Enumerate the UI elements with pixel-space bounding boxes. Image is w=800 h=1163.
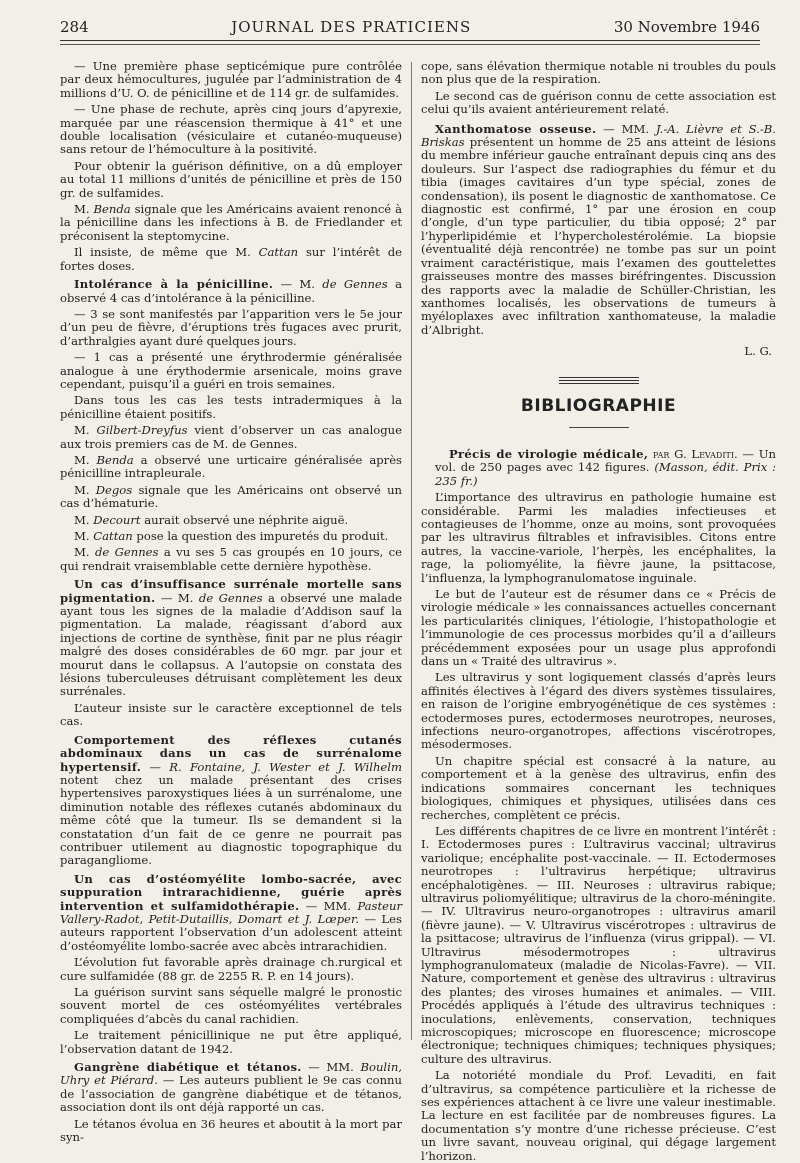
running-header bbox=[60, 18, 760, 40]
paragraph: M. Benda signale que les Américains avaient renoncé à la pénicilline dans les infections à B. de Friedlander et préconisent la steptomycine. bbox=[60, 202, 402, 243]
paragraph: Il insiste, de même que M. Cattan sur l’intérêt de fortes doses. bbox=[60, 245, 403, 273]
paragraph: Le traitement pénicillinique ne put être appliqué, l’observation datant de 1942. bbox=[60, 1028, 402, 1056]
author-name: Boulin, Uhry et Piérard. bbox=[60, 1060, 402, 1088]
paragraph: L’évolution fut favorable après drainage ch.rurgical et cure sulfamidée (88 gr. de 2255 R. P. en 14 jours). bbox=[60, 955, 402, 983]
paragraph: M. Decourt aurait observé une néphrite aiguë. bbox=[74, 512, 349, 527]
paragraph: Le second cas de guérison connu de cette association est celui qu’ils avaient antérieurement relaté. bbox=[421, 88, 776, 117]
author-name: de Gennes bbox=[198, 590, 263, 605]
author-name: Benda bbox=[96, 452, 134, 467]
paragraph: M. de Gennes a vu ses 5 cas groupés en 10 jours, ce qui rendrait vraisemblable cette dernière hypothèse. bbox=[60, 545, 402, 573]
bibliography-rule bbox=[569, 427, 629, 428]
author-name: Gilbert-Dreyfus bbox=[96, 423, 188, 438]
author-name: de Gennes bbox=[322, 277, 388, 292]
paragraph: Pour obtenir la guérison définitive, on a dû employer au total 11 millions d’unités de pénicilline et près de 150 gr. de sulfamides. bbox=[60, 158, 402, 200]
book-publisher: (Masson, édit. Prix : 235 fr.) bbox=[435, 460, 777, 488]
ornament-rule bbox=[559, 377, 639, 384]
book-title: Précis de virologie médicale, bbox=[449, 446, 649, 461]
section-heading: Intolérance à la pénicilline. bbox=[74, 277, 274, 292]
paragraph: M. Benda a observé une urticaire généralisée après pénicilline intrapleurale. bbox=[60, 452, 403, 481]
paragraph: — 3 se sont manifestés par l’apparition vers le 5e jour d’un peu de fièvre, d’éruptions très fugaces avec prurit, d’arthralgies ayant duré quelques jours. bbox=[60, 306, 402, 348]
author-name: de Gennes bbox=[94, 545, 159, 560]
header-rule-thin bbox=[60, 44, 760, 45]
section-paragraph: Comportement des réflexes cutanés abdominaux dans un cas de surrénalome hypertensif. — R. Fontaine, J. Wester et J. Wilhelm notent chez un malade présentant des crises hypertensives paroxystiques liées à un surrénalome, une diminution notable des réflexes cutanés abdominaux du même côté que la tumeur. Ils se demandent si la constatation d’un fait de ce genre ne pourrait pas contribuer utilement au diagnostic topographique du paragangliome. bbox=[60, 732, 402, 868]
author-name: Degos bbox=[95, 482, 133, 497]
section-heading: Un cas d’ostéomyélite lombo-sacrée, avec suppuration intrarachidienne, guérie après intervention et sulfamidothérapie. bbox=[60, 871, 402, 913]
column-divider bbox=[411, 62, 412, 1040]
section-heading: Xanthomatose osseuse. bbox=[435, 121, 597, 136]
paragraph: L’auteur insiste sur le caractère exceptionnel de tels cas. bbox=[60, 700, 402, 729]
paragraph: Le tétanos évolua en 36 heures et aboutit à la mort par syn- bbox=[60, 1116, 402, 1145]
section-paragraph: Xanthomatose osseuse. — MM. J.-A. Lièvre et S.-B. Briskas présentent un homme de 25 ans atteint de lésions du membre inférieur gauche entraînant depuis cinq ans des douleurs. Sur l’aspect dse radiographies du fémur et du tibia (images cavitaires d’un type spécial, zones de condensation), ils posent le diagnostic de xanthomatose. Ce diagnostic est confirmé, 1° par une érosion en coup d’ongle, d’un type particulier, du tibia opposé; 2° par l’hyperlipidémie et l’hypercholestérolémie. La biopsie (éventualité déjà rencontrée) ne tombe pas sur un point vraiment caractéristique, mais l’examen des gouttelettes graisseuses montre des masses biréfringentes. Discussion des rapports avec la maladie de Schüller-Christian, les xanthomes localisés, les observations de tumeurs à myéloplaxes avec infiltration xanthomateuse, la maladie d’Albright. bbox=[421, 121, 777, 337]
section-paragraph: Un cas d’insuffisance surrénale mortelle sans pigmentation. — M. de Gennes a observé une malade ayant tous les signes de la maladie d’Addison sauf la pigmentation. La malade, réagissant d’abord aux injections de cortine de synthèse, finit par ne plus réagir malgré des doses considérables de 60 mgr. par jour et mourut dans le collapsus. A l’autopsie on constata des lésions tuberculeuses détruisant complètement les deux surrénales. bbox=[60, 577, 403, 699]
book-author: par G. Levaditi. bbox=[652, 446, 738, 461]
paragraph: Dans tous les cas les tests intradermiques à la pénicilline étaient positifs. bbox=[60, 393, 402, 421]
section-paragraph: Intolérance à la pénicilline. — M. de Gennes a observé 4 cas d’intolérance à la pénicilline. bbox=[60, 277, 402, 305]
paragraph: L’importance des ultravirus en pathologie humaine est considérable. Parmi les maladies infectieuses et contagieuses de l’homme, onze au moins, sont provoquées par les ultravirus filtrables et infravisibles. Citons entre autres, la vaccine-variole, l’herpès, les encéphalites, la rage, la poliomyélite, la fièvre jaune, la psittacose, l’influenza, la lymphogranulomatose inguinale. bbox=[421, 490, 776, 585]
paragraph: Les différents chapitres de ce livre en montrent l’intérêt : I. Ectodermoses pures : L’ultravirus vaccinal; ultravirus variolique; encéphalite post-vaccinale. — II. Ectodermoses neurotropes : l’ultravirus herpétique; ultravirus encéphalotigènes. — III. Neuroses : ultravirus rabique; ultravirus poliomyélitique; ultravirus de la choro-méningite. — IV. Ultravirus neuro-organotropes : ultravirus amaril (fièvre jaune). — V. Ultravirus viscérotropes : ultravirus de la psittacose; ultravirus de l’influenza (virus grippal). — VI. Ultravirus mésodermotropes : ultravirus lymphogranulomateux (maladie de Nicolas-Favre). — VII. Nature, comportement et genèse des ultravirus : ultravirus des plantes; des viroses humaines et animales. — VIII. Procédés appliqués à l’étude des ultravirus techniques : inoculations, enlèvements, conservation, techniques microscopiques; microscope en fluorescence; microscope électronique; techniques chimiques; techniques physiques; culture des ultravirus. bbox=[421, 823, 776, 1066]
journal-title: JOURNAL DES PRATICIENS bbox=[231, 18, 472, 36]
author-name: J.-A. Lièvre et S.-B. Briskas bbox=[421, 121, 776, 150]
section-paragraph: Gangrène diabétique et tétanos. — MM. Boulin, Uhry et Piérard. — Les auteurs publient le 9e cas connu de l’association de gangrène diabétique et de tétanos, association dont ils ont déjà rapporté un cas. bbox=[60, 1060, 402, 1115]
paragraph: cope, sans élévation thermique notable ni troubles du pouls non plus que de la respiration. bbox=[421, 59, 776, 87]
paragraph: — Une première phase septicémique pure contrôlée par deux hémocultures, jugulée par l’administration de 4 millions d’U. O. de pénicilline et de 114 gr. de sulfamides. bbox=[60, 59, 402, 100]
paragraph: — Une phase de rechute, après cinq jours d’apyrexie, marquée par une réascension thermique à 41° et une double localisation (vésiculaire et cutanéo-muqueuse) sans retour de l’hémoculture à la positivité. bbox=[60, 102, 402, 157]
book-reference: Précis de virologie médicale, par G. Levaditi. — Un vol. de 250 pages avec 142 figures. (Masson, édit. Prix : 235 fr.) bbox=[435, 446, 777, 488]
author-name: Cattan bbox=[258, 245, 299, 260]
section-paragraph: Un cas d’ostéomyélite lombo-sacrée, avec suppuration intrarachidienne, guérie après intervention et sulfamidothérapie. — MM. Pasteur Vallery-Radot, Petit-Dutaillis, Domart et J. Lœper. — Les auteurs rapportent l’observation d’un adolescent atteint d’ostéomyélite lombo-sacrée avec abcès intrarachidien. bbox=[60, 871, 403, 953]
right-column bbox=[421, 59, 777, 1163]
paragraph: — 1 cas a présenté une érythrodermie généralisée analogue à une érythodermie arsenicale, moins grave cependant, puisqu’il a guéri en trois semaines. bbox=[60, 350, 402, 391]
section-heading: Un cas d’insuffisance surrénale mortelle sans pigmentation. bbox=[60, 577, 402, 605]
paragraph: Le but de l’auteur est de résumer dans ce « Précis de virologie médicale » les connaissances actuelles concernant les particularités cliniques, l’étiologie, l’histopathologie et l’immunologie de ces processus morbides qu’il a d’ailleurs précédemment exposées pour un usage plus approfondi dans un « Traité des ultravirus ». bbox=[421, 587, 776, 669]
bibliography-heading: BIBLIOGRAPHIE bbox=[520, 395, 677, 416]
author-name: Decourt bbox=[93, 512, 141, 527]
section-heading: Comportement des réflexes cutanés abdominaux dans un cas de surrénalome hypertensif. bbox=[60, 732, 402, 774]
author-name: Benda bbox=[93, 202, 131, 217]
header-rule bbox=[60, 40, 760, 41]
author-name: Pasteur Vallery-Radot, Petit-Dutaillis, Domart et J. Lœper. bbox=[60, 898, 403, 926]
issue-date: 30 Novembre 1946 bbox=[613, 18, 760, 36]
left-column bbox=[60, 59, 403, 1145]
paragraph: Un chapitre spécial est consacré à la nature, au comportement et à la genèse des ultravirus, enfin des indications sommaires concernant les techniques biologiques, chimiques et physiques, utilisées dans ces recherches, complètent ce précis. bbox=[421, 753, 776, 822]
author-name: Cattan bbox=[93, 529, 133, 543]
section-heading: Gangrène diabétique et tétanos. bbox=[74, 1060, 302, 1075]
signature-initials: L. G. bbox=[744, 344, 772, 359]
paragraph: Les ultravirus y sont logiquement classés d’après leurs affinités électives à l’égard des divers systèmes tissulaires, en raison de l’origine embryogénétique de ces systèmes : ectodermoses pures, ectodermoses neurotropes, neuroses, infections neuro-organotropes, affections viscérotropes, mésodermoses. bbox=[421, 670, 776, 752]
page-number: 284 bbox=[60, 18, 89, 36]
paragraph: M. Gilbert-Dreyfus vient d’observer un cas analogue aux trois premiers cas de M. de Gennes. bbox=[60, 423, 403, 451]
paragraph: M. Degos signale que les Américains ont observé un cas d’hématurie. bbox=[60, 482, 402, 511]
paragraph: La notoriété mondiale du Prof. Levaditi, en fait d’ultravirus, sa compétence particulière et la richesse de ses expériences attachent à ce livre une valeur inestimable. La lecture en est facilitée par de nombreuses figures. La documentation s’y montre d’une richesse précieuse. C’est un livre savant, nouveau original, qui dégage largement l’horizon. bbox=[421, 1068, 776, 1163]
paragraph: La guérison survint sans séquelle malgré le pronostic souvent mortel de ces ostéomyélites vertébrales compliquées d’abcès du canal rachidien. bbox=[60, 985, 402, 1026]
author-name: R. Fontaine, J. Wester et J. Wilhelm bbox=[169, 759, 402, 774]
paragraph: M. Cattan pose la question des impuretés du produit. bbox=[74, 529, 389, 543]
